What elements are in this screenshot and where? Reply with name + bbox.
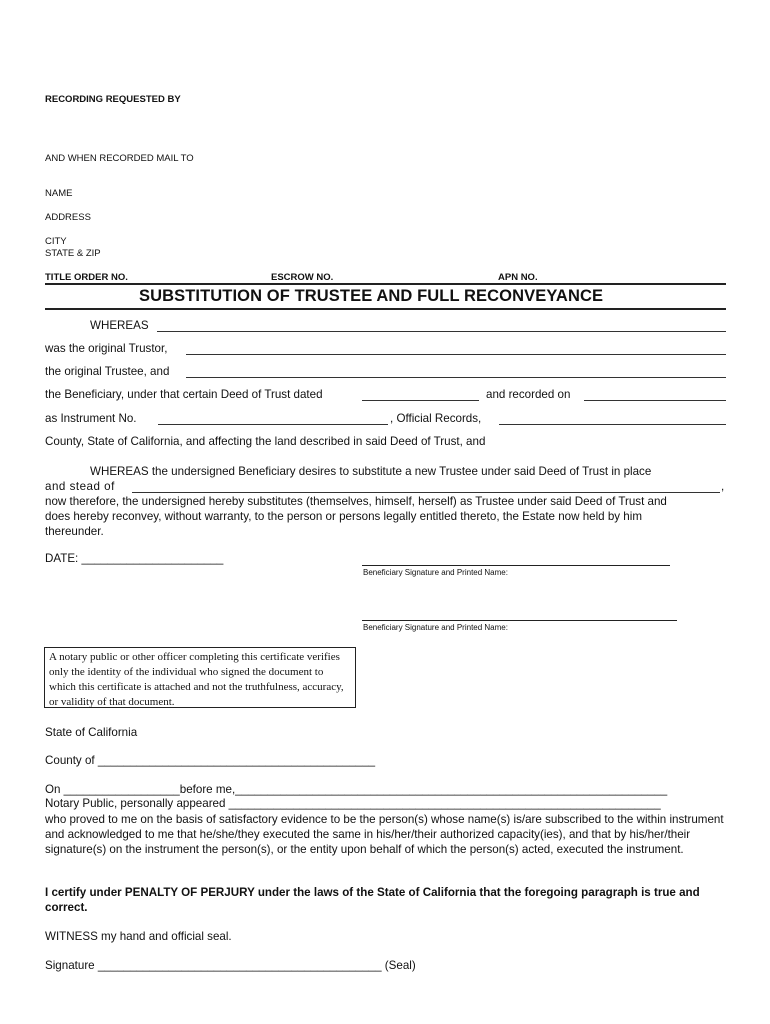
state-zip-label: STATE & ZIP xyxy=(45,248,101,259)
document-title: SUBSTITUTION OF TRUSTEE AND FULL RECONVEYANCE xyxy=(139,287,604,305)
apn-no-label: APN NO. xyxy=(498,272,538,283)
beneficiary-signature-caption-2: Beneficiary Signature and Printed Name: xyxy=(363,623,508,632)
official-records-label: , Official Records, xyxy=(390,412,482,425)
beneficiary-deed-label: the Beneficiary, under that certain Deed of Trust dated xyxy=(45,388,323,401)
certify-text: I certify under PENALTY OF PERJURY under the laws of the State of California that the foregoing paragraph is true and correct. xyxy=(45,886,700,914)
title-order-no-label: TITLE ORDER NO. xyxy=(45,272,128,283)
beneficiary-signature-line-1[interactable] xyxy=(362,565,670,566)
original-trustor-label: was the original Trustor, xyxy=(45,342,168,355)
now-therefore-text: now therefore, the undersigned hereby substitutes (themselves, himself, herself) as Trustee under said Deed of Trust and xyxy=(45,495,667,508)
whereas-para-line-1: WHEREAS the undersigned Beneficiary desires to substitute a new Trustee under said Deed of Trust in place xyxy=(90,465,652,478)
date-field[interactable]: DATE: ______________________ xyxy=(45,552,224,565)
proved-text: who proved to me on the basis of satisfactory evidence to be the person(s) whose name(s) is/are subscribed to the within instrument and acknowledged to me that he/she/they executed the same in his/her/their authorized capacity(ies), and that by his/her/their signature(s) on the instrument the person(s), or the entity upon behalf of which the person(s) acted, executed the instrument. xyxy=(45,813,724,856)
original-trustee-label: the original Trustee, and xyxy=(45,365,170,378)
instrument-no-label: as Instrument No. xyxy=(45,412,137,425)
county-state-text: County, State of California, and affecting the land described in said Deed of Trust, and xyxy=(45,435,486,448)
trustor-field[interactable] xyxy=(186,354,726,355)
beneficiary-signature-line-2[interactable] xyxy=(362,620,677,621)
recording-requested-by-label: RECORDING REQUESTED BY xyxy=(45,94,181,105)
mail-to-label: AND WHEN RECORDED MAIL TO xyxy=(45,153,194,164)
recorded-on-label: and recorded on xyxy=(486,388,571,401)
deed-date-field[interactable] xyxy=(362,400,479,401)
witness-text: WITNESS my hand and official seal. xyxy=(45,930,232,943)
address-label: ADDRESS xyxy=(45,212,91,223)
city-label: CITY xyxy=(45,236,67,247)
and-stead-of-label: and stead of xyxy=(45,480,115,493)
whereas-label: WHEREAS xyxy=(90,319,149,332)
state-of-california: State of California xyxy=(45,726,138,739)
name-label: NAME xyxy=(45,188,73,199)
escrow-no-label: ESCROW NO. xyxy=(271,272,334,283)
recorded-on-field[interactable] xyxy=(584,400,726,401)
header-divider xyxy=(45,283,726,285)
notary-notice-box: A notary public or other officer completing this certificate verifies only the identity of the individual who signed the document to which this certificate is attached and not the truthfulness, accuracy, or validity of that document. xyxy=(44,647,356,708)
trustee-field[interactable] xyxy=(186,377,726,378)
county-of-field[interactable]: County of ___________________________________________ xyxy=(45,754,376,767)
notary-signature-line[interactable]: Signature ____________________________________________ (Seal) xyxy=(45,959,416,972)
title-divider xyxy=(45,308,726,310)
official-records-field[interactable] xyxy=(499,424,726,425)
reconvey-text: does hereby reconvey, without warranty, to the person or persons legally entitled thereto, the Estate now held by him xyxy=(45,510,642,523)
on-before-me-line[interactable]: On __________________before me,___________________________________________________________________ xyxy=(45,783,668,796)
whereas-field[interactable] xyxy=(157,331,726,332)
personally-appeared-line[interactable]: Notary Public, personally appeared ___________________________________________________________________ xyxy=(45,797,661,810)
beneficiary-signature-caption-1: Beneficiary Signature and Printed Name: xyxy=(363,568,508,577)
thereunder-text: thereunder. xyxy=(45,525,104,538)
former-trustee-field[interactable] xyxy=(132,492,720,493)
comma: , xyxy=(721,480,725,493)
instrument-no-field[interactable] xyxy=(158,424,388,425)
